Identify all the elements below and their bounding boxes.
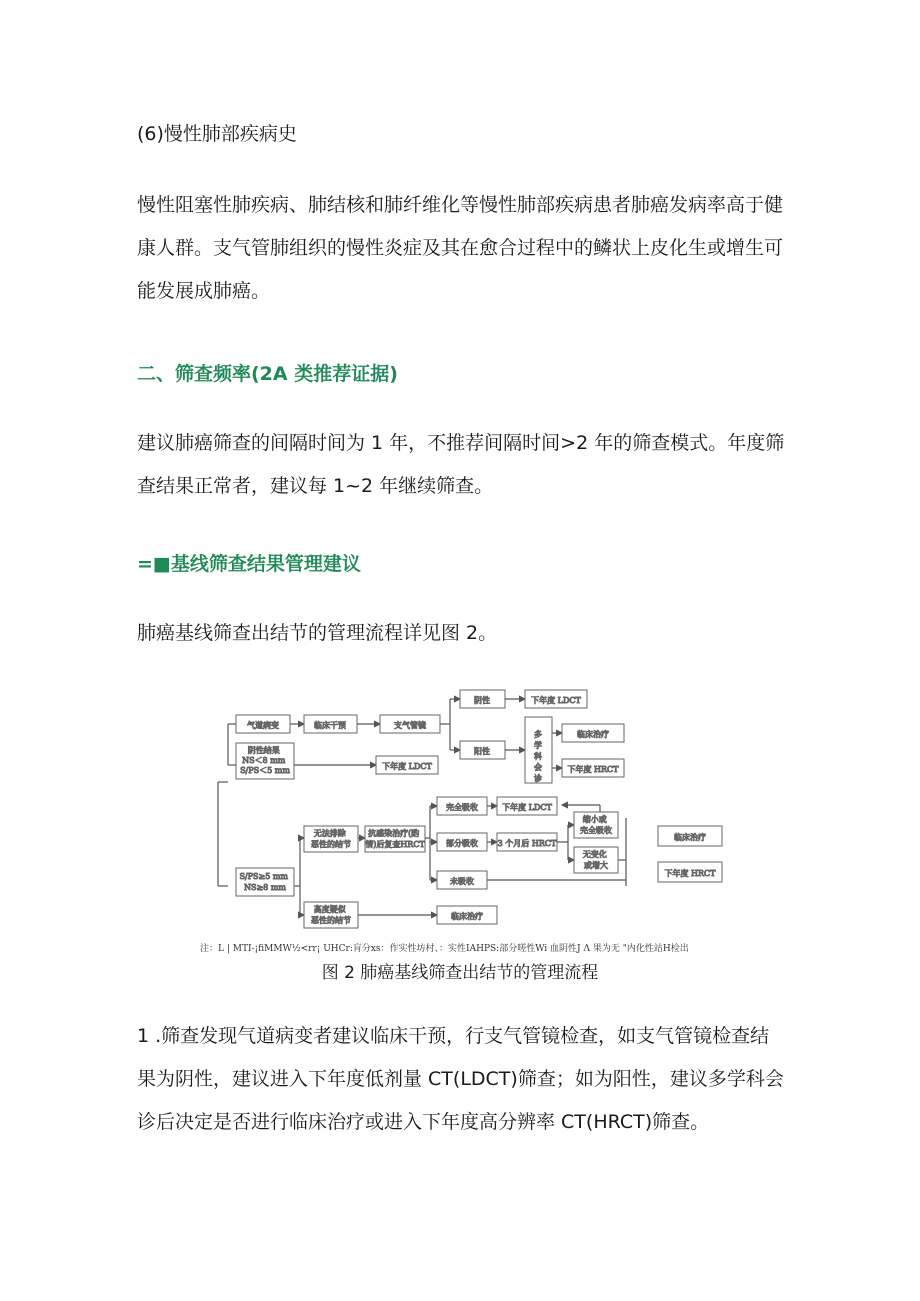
box-complete-absorb: 完全吸收 <box>446 803 478 812</box>
box-not-absorb: 未吸收 <box>450 877 474 886</box>
box-negative-result: 阴性结果 NS＜8 mm S/PS＜5 mm <box>240 746 290 775</box>
item-1-text: 1 .筛查发现气道病变者建议临床干预，行支气管镜检查，如支气管镜检查结果为阴性，建议进入下年度低剂量 CT(LDCT)筛查；如为阳性，建议多学科会诊后决定是否进行临床治疗或进入下年度高分辨率 CT(HRCT)筛查。 <box>137 1025 784 1133</box>
box-hrct-3-months: 3 个月后 HRCT <box>497 839 557 848</box>
box-next-hrct-1: 下年度 HRCT <box>567 765 619 774</box>
box-sps-ns: S/PS≥5 mm NS≥8 mm <box>239 872 288 892</box>
box-positive: 阳性 <box>474 747 490 756</box>
section-frequency-body: 建议肺癌筛查的间隔时间为 1 年，不推荐间隔时间>2 年的筛查模式。年度筛查结果正常者，建议每 1~2 年继续筛查。 <box>137 432 785 497</box>
box-next-ldct-3: 下年度 LDCT <box>502 803 552 812</box>
box-cannot-exclude: 无法排除 恶性的结节 <box>311 829 351 849</box>
figure-caption: 图 2 肺癌基线筛查出结节的管理流程 <box>321 963 599 983</box>
box-anti-infection: 抗感染治疗(酌 情)后复查HRCT <box>365 829 425 849</box>
box-no-change: 无变化 或增大 <box>582 850 608 870</box>
box-clinical-treatment-3: 临床治疗 <box>451 912 483 921</box>
box-next-ldct-1: 下年度 LDCT <box>531 696 581 705</box>
section6-heading: (6)慢性肺部疾病史 <box>137 123 297 145</box>
box-clinical-treatment-2: 临床治疗 <box>674 833 706 842</box>
box-next-ldct-2: 下年度 LDCT <box>382 762 432 771</box>
section-baseline-heading: =■基线筛查结果管理建议 <box>137 553 361 575</box>
box-high-suspect: 高度疑似 恶性的结节 <box>311 905 351 925</box>
section-baseline-intro: 肺癌基线筛查出结节的管理流程详见图 2。 <box>137 622 498 644</box>
box-next-hrct-2: 下年度 HRCT <box>664 869 716 878</box>
box-mdt: 多学科会诊 <box>534 730 542 783</box>
box-partial-absorb: 部分吸收 <box>446 839 478 848</box>
box-negative: 阴性 <box>474 696 490 705</box>
box-shrink-or-absorb: 缩小或 完全吸收 <box>580 815 612 835</box>
box-clinical-treatment-1: 临床治疗 <box>577 730 609 739</box>
section6-body: 慢性阻塞性肺疾病、肺结核和肺纤维化等慢性肺部疾病患者肺癌发病率高于健康人群。支气管肺组织的慢性炎症及其在愈合过程中的鳞状上皮化生或增生可能发展成肺癌。 <box>137 194 784 302</box>
box-clinical-intervention: 临床干预 <box>314 721 346 730</box>
box-bronchoscopy: 支气管镜 <box>394 721 426 730</box>
box-airway-lesion: 气道病变 <box>247 721 279 730</box>
figure-note: 注：L | MTI-¡fiMMW½<rr¡ UHCr:肓分xs：作实性坊村、：实性IAHPS:部分嗟性Wi 血阴性J Λ 果为无 "内化性站H检出 <box>200 944 689 954</box>
section-frequency-heading: 二、筛查频率(2A 类推荐证据) <box>137 363 398 385</box>
